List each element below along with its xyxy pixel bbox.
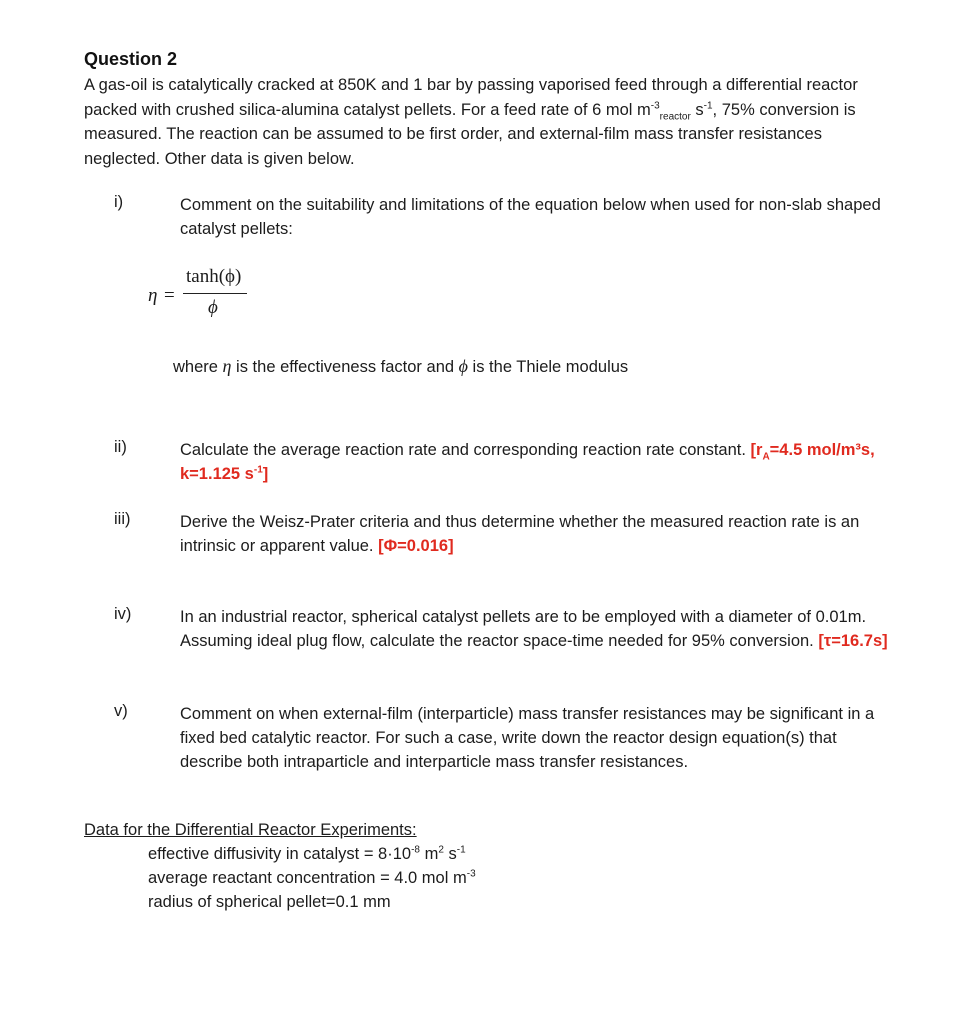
equals-sign: =: [164, 285, 175, 306]
data-radius: radius of spherical pellet=0.1 mm: [148, 893, 391, 911]
answer-text: [$r_A=4.5$ mol/m³s, k=1.125 $s^{-1}$]: [180, 441, 875, 483]
item-text: In an industrial reactor, spherical catalyst pellets are to be employed with a diameter of 0.01m. Assuming ideal plug flow, calculate the reactor space-time needed for 95% conversion. [τ=16.7s]: [180, 608, 888, 650]
item-number: i): [114, 193, 124, 211]
equation-where-text: where η is the effectiveness factor and ϕ is the Thiele modulus: [173, 356, 629, 376]
answer-text: [τ=16.7s]: [818, 632, 888, 650]
item-number: iv): [114, 605, 132, 623]
fraction-bar: [183, 293, 247, 294]
question-title: Question 2: [84, 49, 178, 69]
equation-denominator: ϕ: [208, 297, 218, 318]
answer-text: [Φ=0.016]: [378, 537, 454, 555]
item-text: Comment on when external-film (interparticle) mass transfer resistances may be significant in a fixed bed catalytic reactor. For such a case, write down the reactor design equation(s) that describe both intraparticle and interparticle mass transfer resistances.: [180, 705, 875, 771]
item-number: v): [114, 702, 128, 720]
eta-symbol: η: [148, 285, 158, 306]
item-number: ii): [114, 438, 127, 456]
data-diffusivity: effective diffusivity in catalyst = $8\cdot 10^{-8}$ $m^2$ $s^{-1}$: [148, 844, 466, 863]
data-heading: Data for the Differential Reactor Experiments:: [84, 821, 417, 839]
data-concentration: average reactant concentration = 4.0 mol $m^{-3}$: [148, 868, 476, 887]
item-text: Derive the Weisz-Prater criteria and thus determine whether the measured reaction rate is an intrinsic or apparent value. [Φ=0.016]: [180, 513, 860, 555]
item-text: Calculate the average reaction rate and corresponding reaction rate constant. [$r_A=4.5$ mol/m³s, k=1.125 $s^{-1}$]: [180, 441, 875, 483]
question-intro: A gas-oil is catalytically cracked at 850K and 1 bar by passing vaporised feed through a differential reactor packed with crushed silica-alumina catalyst pellets. For a feed rate of 6 mol $m^{-3}_{reactor}$ $s^{-1}$, 75% conversion is measured. The reaction can be assumed to be first order, and external-film mass transfer resistances neglected. Other data is given below.: [84, 76, 858, 168]
item-number: iii): [114, 510, 131, 528]
item-text: Comment on the suitability and limitations of the equation below when used for non-slab shaped catalyst pellets:: [180, 196, 881, 238]
equation-numerator: tanh(ϕ): [186, 266, 242, 287]
effectiveness-equation: [148, 266, 268, 326]
